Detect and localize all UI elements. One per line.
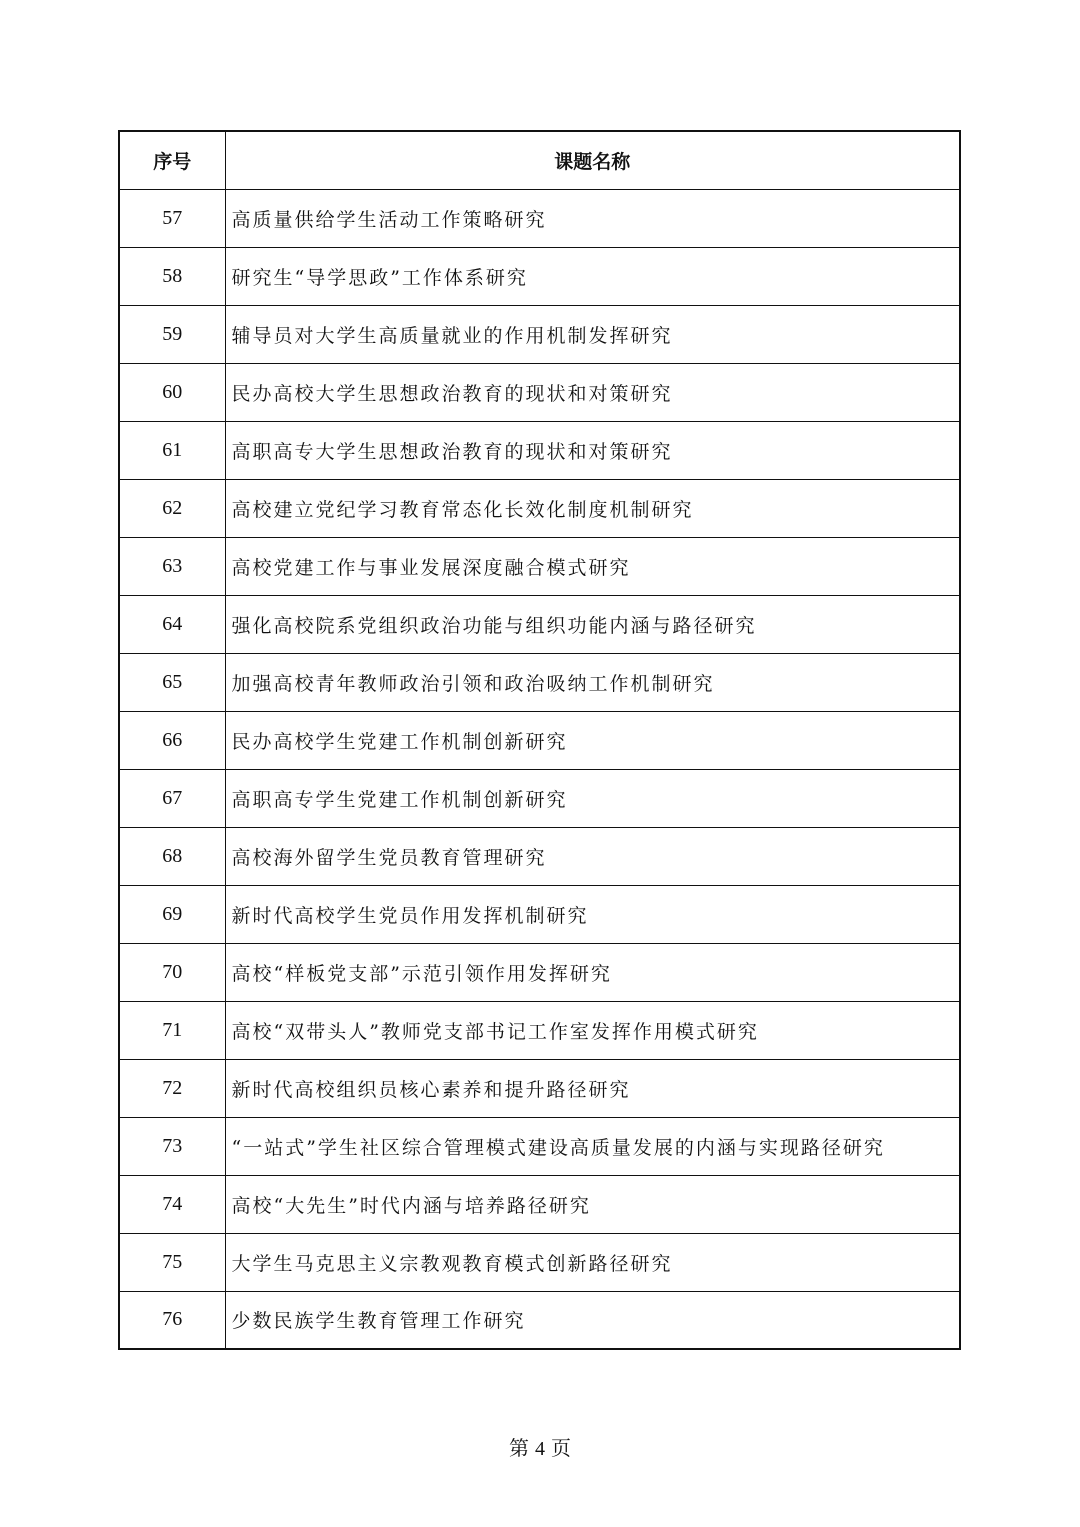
row-title: 新时代高校组织员核心素养和提升路径研究 bbox=[225, 1059, 960, 1117]
row-title: 新时代高校学生党员作用发挥机制研究 bbox=[225, 885, 960, 943]
table-row bbox=[119, 305, 960, 363]
table-row bbox=[119, 363, 960, 421]
row-title: 高职高专大学生思想政治教育的现状和对策研究 bbox=[225, 421, 960, 479]
row-title: 研究生“导学思政”工作体系研究 bbox=[225, 247, 960, 305]
row-number: 71 bbox=[119, 1001, 225, 1059]
table-row bbox=[119, 827, 960, 885]
row-number: 62 bbox=[119, 479, 225, 537]
header-title: 课题名称 bbox=[225, 131, 960, 189]
table-row bbox=[119, 1001, 960, 1059]
row-title: 高校海外留学生党员教育管理研究 bbox=[225, 827, 960, 885]
table-row bbox=[119, 1233, 960, 1291]
table-row bbox=[119, 421, 960, 479]
table-row bbox=[119, 247, 960, 305]
table-row bbox=[119, 769, 960, 827]
row-number: 57 bbox=[119, 189, 225, 247]
row-title: 民办高校学生党建工作机制创新研究 bbox=[225, 711, 960, 769]
row-title: 强化高校院系党组织政治功能与组织功能内涵与路径研究 bbox=[225, 595, 960, 653]
table-body bbox=[119, 189, 960, 1349]
row-title: 高校“大先生”时代内涵与培养路径研究 bbox=[225, 1175, 960, 1233]
row-title: 加强高校青年教师政治引领和政治吸纳工作机制研究 bbox=[225, 653, 960, 711]
row-number: 73 bbox=[119, 1117, 225, 1175]
table-row bbox=[119, 595, 960, 653]
row-number: 75 bbox=[119, 1233, 225, 1291]
row-number: 61 bbox=[119, 421, 225, 479]
row-number: 63 bbox=[119, 537, 225, 595]
row-number: 58 bbox=[119, 247, 225, 305]
footer-prefix: 第 bbox=[509, 1436, 529, 1460]
table-header-row bbox=[119, 131, 960, 189]
row-number: 64 bbox=[119, 595, 225, 653]
row-title: 民办高校大学生思想政治教育的现状和对策研究 bbox=[225, 363, 960, 421]
table-row bbox=[119, 1117, 960, 1175]
table-row bbox=[119, 537, 960, 595]
table-row bbox=[119, 189, 960, 247]
row-number: 68 bbox=[119, 827, 225, 885]
row-title: 高职高专学生党建工作机制创新研究 bbox=[225, 769, 960, 827]
table-row bbox=[119, 943, 960, 1001]
table-row bbox=[119, 711, 960, 769]
row-number: 66 bbox=[119, 711, 225, 769]
row-number: 74 bbox=[119, 1175, 225, 1233]
row-number: 76 bbox=[119, 1291, 225, 1349]
row-number: 67 bbox=[119, 769, 225, 827]
row-number: 69 bbox=[119, 885, 225, 943]
table-row bbox=[119, 1175, 960, 1233]
row-title: “一站式”学生社区综合管理模式建设高质量发展的内涵与实现路径研究 bbox=[225, 1117, 960, 1175]
row-number: 60 bbox=[119, 363, 225, 421]
page-number: 4 bbox=[535, 1438, 545, 1460]
row-number: 70 bbox=[119, 943, 225, 1001]
row-number: 72 bbox=[119, 1059, 225, 1117]
row-title: 高质量供给学生活动工作策略研究 bbox=[225, 189, 960, 247]
table-row bbox=[119, 885, 960, 943]
row-title: 大学生马克思主义宗教观教育模式创新路径研究 bbox=[225, 1233, 960, 1291]
row-title: 辅导员对大学生高质量就业的作用机制发挥研究 bbox=[225, 305, 960, 363]
topic-table bbox=[118, 130, 961, 1350]
row-title: 少数民族学生教育管理工作研究 bbox=[225, 1291, 960, 1349]
row-title: 高校“双带头人”教师党支部书记工作室发挥作用模式研究 bbox=[225, 1001, 960, 1059]
row-number: 59 bbox=[119, 305, 225, 363]
page-footer bbox=[0, 1432, 1080, 1461]
table-row bbox=[119, 1059, 960, 1117]
header-number: 序号 bbox=[119, 131, 225, 189]
table-row bbox=[119, 479, 960, 537]
table-row bbox=[119, 653, 960, 711]
row-title: 高校党建工作与事业发展深度融合模式研究 bbox=[225, 537, 960, 595]
footer-suffix: 页 bbox=[551, 1436, 571, 1460]
row-number: 65 bbox=[119, 653, 225, 711]
row-title: 高校“样板党支部”示范引领作用发挥研究 bbox=[225, 943, 960, 1001]
table-row bbox=[119, 1291, 960, 1349]
row-title: 高校建立党纪学习教育常态化长效化制度机制研究 bbox=[225, 479, 960, 537]
